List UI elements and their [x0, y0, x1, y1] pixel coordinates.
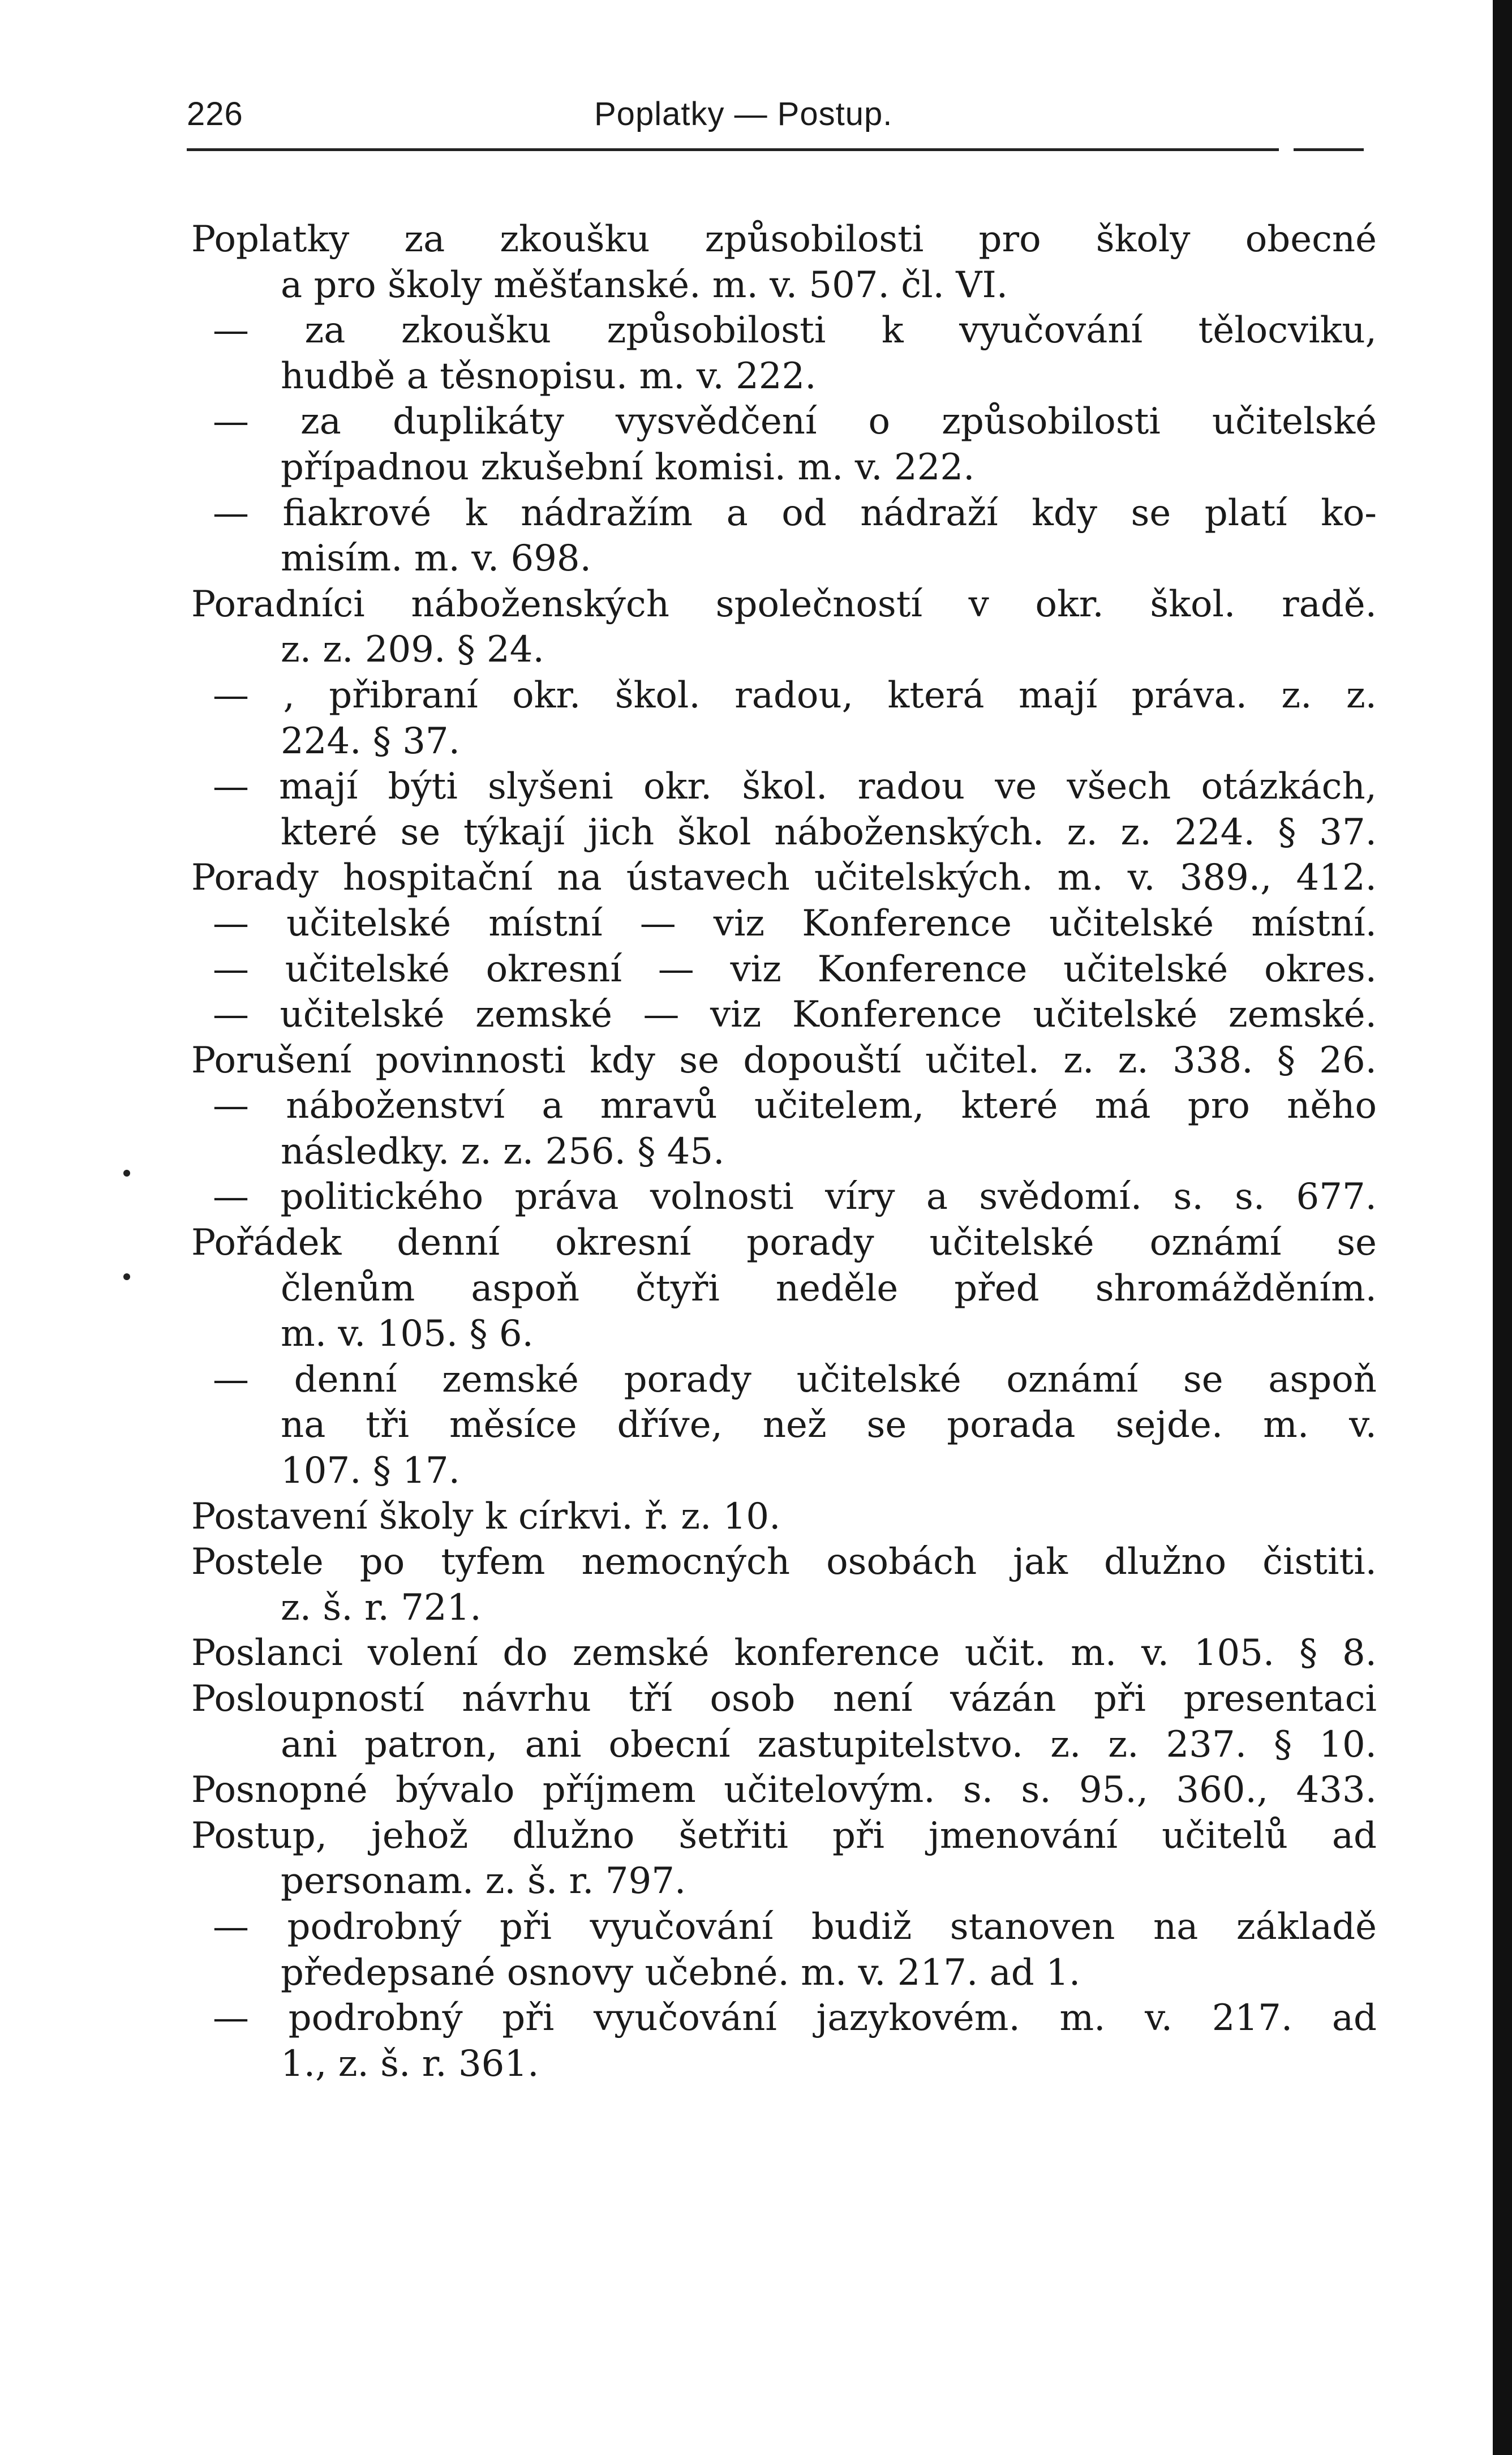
header-rule	[187, 148, 1364, 151]
index-line: — fiakrové k nádražím a od nádraží kdy se platí ko-	[213, 492, 1377, 534]
page-binding-edge	[1493, 0, 1512, 2455]
index-line: Poradníci náboženských společností v okr. škol. radě.	[191, 583, 1377, 625]
index-line: — za zkoušku způsobilosti k vyučování tělocviku,	[213, 310, 1377, 352]
header-rule-gap	[1279, 146, 1294, 153]
index-line: 1., z. š. r. 361.	[281, 2042, 539, 2085]
index-line: — učitelské okresní — viz Konference učitelské okres.	[213, 948, 1377, 990]
index-line: — denní zemské porady učitelské oznámí se aspoň	[213, 1358, 1377, 1401]
index-line: personam. z. š. r. 797.	[281, 1860, 686, 1903]
page-title: Poplatky — Postup.	[594, 96, 893, 132]
index-line: — politického práva volnosti víry a svědomí. s. s. 677.	[213, 1176, 1377, 1218]
index-line: Poplatky za zkoušku způsobilosti pro školy obecné	[191, 218, 1377, 260]
index-line: — , přibraní okr. škol. radou, která mají práva. z. z.	[213, 674, 1377, 716]
index-line: m. v. 105. § 6.	[281, 1313, 534, 1355]
index-line: Postele po tyfem nemocných osobách jak dlužno čistiti.	[191, 1541, 1377, 1583]
index-line: misím. m. v. 698.	[281, 538, 591, 580]
index-entries	[191, 217, 1377, 2087]
index-line: členům aspoň čtyři neděle před shromážděním.	[281, 1267, 1377, 1310]
index-line: hudbě a těsnopisu. m. v. 222.	[281, 355, 817, 397]
index-line: Pořádek denní okresní porady učitelské oznámí se	[191, 1222, 1377, 1264]
index-line: předepsané osnovy učebné. m. v. 217. ad 1.	[281, 1951, 1081, 1994]
index-line: — podrobný při vyučování jazykovém. m. v. 217. ad	[213, 1997, 1377, 2040]
index-line: Porušení povinnosti kdy se dopouští učitel. z. z. 338. § 26.	[191, 1039, 1377, 1081]
index-line: — za duplikáty vysvědčení o způsobilosti učitelské	[213, 401, 1377, 443]
margin-dot	[123, 1273, 130, 1280]
index-line: Postup, jehož dlužno šetřiti při jmenování učitelů ad	[191, 1814, 1377, 1857]
index-line: na tři měsíce dříve, než se porada sejde. m. v.	[281, 1404, 1377, 1447]
index-line: Postavení školy k církvi. ř. z. 10.	[191, 1495, 781, 1538]
index-line: ani patron, ani obecní zastupitelstvo. z. z. 237. § 10.	[281, 1723, 1377, 1766]
index-line: následky. z. z. 256. § 45.	[281, 1130, 725, 1173]
index-line: — učitelské místní — viz Konference učitelské místní.	[213, 902, 1377, 945]
index-line: 107. § 17.	[281, 1450, 460, 1492]
index-line: Posnopné bývalo příjmem učitelovým. s. s. 95., 360., 433.	[191, 1769, 1377, 1812]
margin-dot	[123, 1170, 130, 1177]
index-line: které se týkají jich škol náboženských. z. z. 224. § 37.	[281, 811, 1377, 853]
index-line: 224. § 37.	[281, 720, 460, 762]
index-line: Posloupností návrhu tří osob není vázán při presentaci	[191, 1678, 1377, 1720]
index-line: z. z. 209. § 24.	[281, 629, 544, 671]
index-line: Porady hospitační na ústavech učitelských. m. v. 389., 412.	[191, 857, 1377, 899]
index-line: případnou zkušební komisi. m. v. 222.	[281, 446, 975, 488]
index-line: — učitelské zemské — viz Konference učitelské zemské.	[213, 994, 1377, 1036]
page-number: 226	[187, 96, 243, 132]
index-line: Poslanci volení do zemské konference učit. m. v. 105. § 8.	[191, 1632, 1377, 1675]
index-line: a pro školy měšťanské. m. v. 507. čl. VI.	[281, 264, 1008, 306]
index-line: — náboženství a mravů učitelem, které má pro něho	[213, 1085, 1377, 1127]
running-head	[187, 95, 1364, 140]
index-line: z. š. r. 721.	[281, 1586, 482, 1629]
index-line: — mají býti slyšeni okr. škol. radou ve všech otázkách,	[213, 766, 1377, 808]
index-line: — podrobný při vyučování budiž stanoven na základě	[213, 1905, 1377, 1948]
